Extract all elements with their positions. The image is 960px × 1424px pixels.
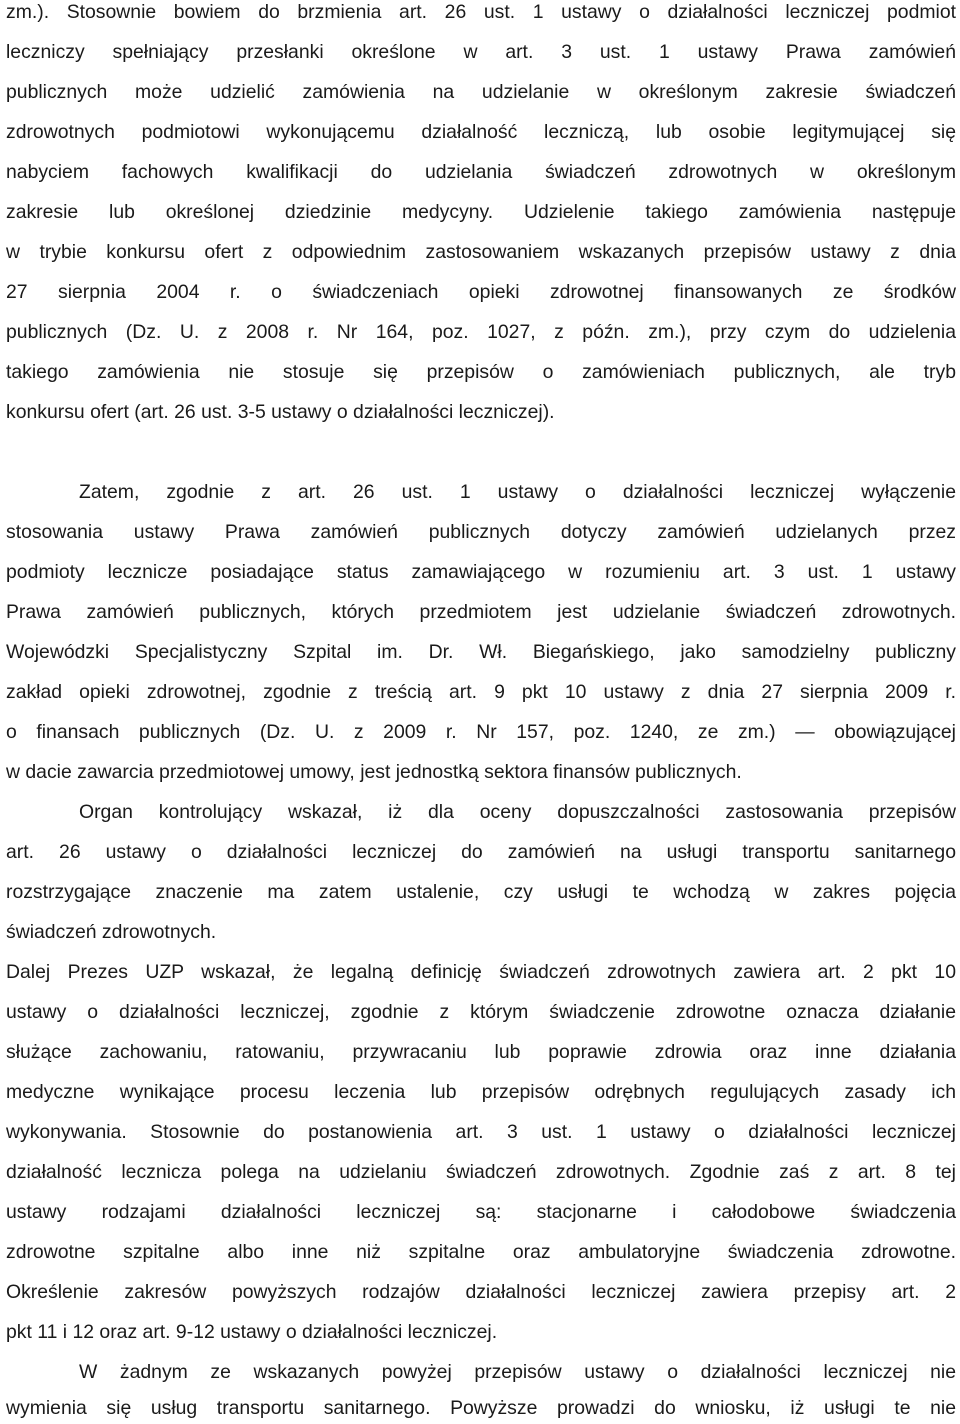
text-line: wymienia się usług transportu sanitarnego. Powyższe prowadzi do wniosku, iż usługi te nie [6,1397,956,1419]
text-line: publicznych (Dz. U. z 2008 r. Nr 164, poz. 1027, z późn. zm.), przy czym do udzielenia [6,321,956,343]
text-line: art. 26 ustawy o działalności leczniczej do zamówień na usługi transportu sanitarnego [6,841,956,863]
text-line: pkt 11 i 12 oraz art. 9-12 ustawy o działalności leczniczej. [6,1321,498,1343]
text-line: Zatem, zgodnie z art. 26 ust. 1 ustawy o działalności leczniczej wyłączenie [79,481,956,503]
text-line: podmioty lecznicze posiadające status zamawiającego w rozumieniu art. 3 ust. 1 ustawy [6,561,956,583]
text-line: zdrowotne szpitalne albo inne niż szpitalne oraz ambulatoryjne świadczenia zdrowotne. [6,1241,956,1263]
text-line: konkursu ofert (art. 26 ust. 3-5 ustawy o działalności leczniczej). [6,401,555,423]
text-line: publicznych może udzielić zamówienia na udzielanie w określonym zakresie świadczeń [6,81,956,103]
text-line: 27 sierpnia 2004 r. o świadczeniach opieki zdrowotnej finansowanych ze środków [6,281,956,303]
text-line: Dalej Prezes UZP wskazał, że legalną definicję świadczeń zdrowotnych zawiera art. 2 pkt 10 [6,961,956,983]
text-line: wykonywania. Stosownie do postanowienia art. 3 ust. 1 ustawy o działalności leczniczej [6,1121,956,1143]
text-line: stosowania ustawy Prawa zamówień publicznych dotyczy zamówień udzielanych przez [6,521,956,543]
text-line: w dacie zawarcia przedmiotowej umowy, jest jednostką sektora finansów publicznych. [6,761,742,783]
text-line: nabyciem fachowych kwalifikacji do udzielania świadczeń zdrowotnych w określonym [6,161,956,183]
text-line: służące zachowaniu, ratowaniu, przywracaniu lub poprawie zdrowia oraz inne działania [6,1041,956,1063]
text-line: zdrowotnych podmiotowi wykonującemu działalność leczniczą, lub osobie legitymującej się [6,121,956,143]
text-line: Określenie zakresów powyższych rodzajów działalności leczniczej zawiera przepisy art. 2 [6,1281,956,1303]
text-line: Prawa zamówień publicznych, których przedmiotem jest udzielanie świadczeń zdrowotnych. [6,601,956,623]
text-line: Organ kontrolujący wskazał, iż dla oceny dopuszczalności zastosowania przepisów [79,801,956,823]
text-line: świadczeń zdrowotnych. [6,921,217,943]
text-line: takiego zamówienia nie stosuje się przepisów o zamówieniach publicznych, ale tryb [6,361,956,383]
text-line: ustawy rodzajami działalności leczniczej są: stacjonarne i całodobowe świadczenia [6,1201,956,1223]
text-line: zm.). Stosownie bowiem do brzmienia art. 26 ust. 1 ustawy o działalności leczniczej podmiot [6,1,956,23]
text-line: Wojewódzki Specjalistyczny Szpital im. Dr. Wł. Biegańskiego, jako samodzielny publiczny [6,641,956,663]
text-line: w trybie konkursu ofert z odpowiednim zastosowaniem wskazanych przepisów ustawy z dnia [6,241,956,263]
text-line: o finansach publicznych (Dz. U. z 2009 r. Nr 157, poz. 1240, ze zm.) — obowiązującej [6,721,956,743]
text-line: zakresie lub określonej dziedzinie medycyny. Udzielenie takiego zamówienia następuje [6,201,956,223]
text-line: ustawy o działalności leczniczej, zgodnie z którym świadczenie zdrowotne oznacza działanie [6,1001,956,1023]
text-line: działalność lecznicza polega na udzielaniu świadczeń zdrowotnych. Zgodnie zaś z art. 8 tej [6,1161,956,1183]
text-line: medyczne wynikające procesu leczenia lub przepisów odrębnych regulujących zasady ich [6,1081,956,1103]
text-line: leczniczy spełniający przesłanki określone w art. 3 ust. 1 ustawy Prawa zamówień [6,41,956,63]
text-line: rozstrzygające znaczenie ma zatem ustalenie, czy usługi te wchodzą w zakres pojęcia [6,881,956,903]
text-line: W żadnym ze wskazanych powyżej przepisów ustawy o działalności leczniczej nie [79,1361,956,1383]
text-line: zakład opieki zdrowotnej, zgodnie z treścią art. 9 pkt 10 ustawy z dnia 27 sierpnia 2009 r. [6,681,956,703]
